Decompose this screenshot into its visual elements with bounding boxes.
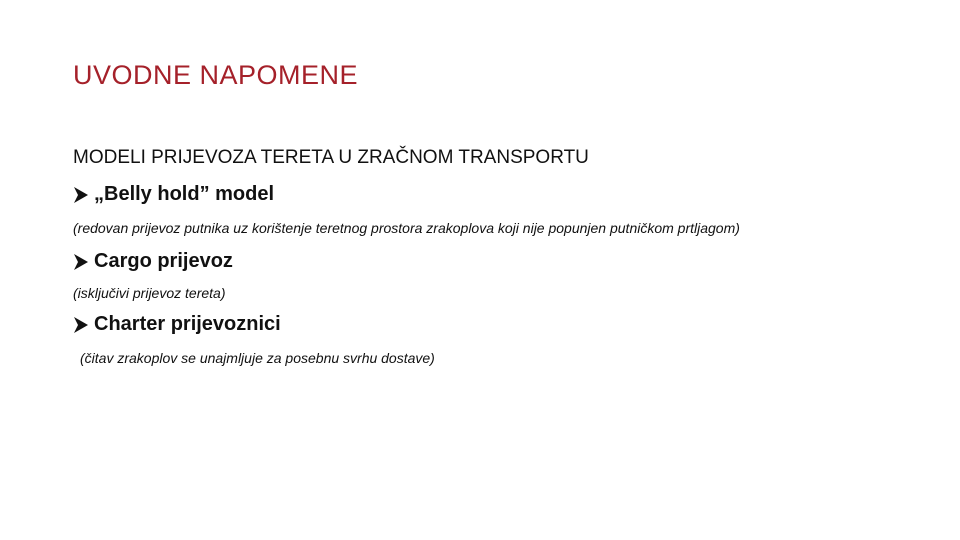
bullet-heading: „Belly hold” model: [94, 183, 275, 205]
bullet-item-belly-hold: [73, 183, 274, 206]
bullet-item-cargo: [73, 250, 233, 273]
bullet-note: (isključivi prijevoz tereta): [73, 285, 226, 301]
arrow-bullet-icon: [73, 186, 91, 204]
arrow-bullet-icon: [73, 253, 91, 271]
bullet-note: (čitav zrakoplov se unajmljuje za posebnu svrhu dostave): [80, 350, 435, 366]
slide-title: UVODNE NAPOMENE: [73, 60, 359, 90]
arrow-bullet-icon: [73, 316, 91, 334]
bullet-heading: Cargo prijevoz: [94, 250, 233, 272]
bullet-note: (redovan prijevoz putnika uz korištenje teretnog prostora zrakoplova koji nije popunjen putničkom prtljagom): [73, 220, 740, 236]
bullet-heading: Charter prijevoznici: [94, 313, 281, 335]
slide-subtitle: MODELI PRIJEVOZA TERETA U ZRAČNOM TRANSPORTU: [73, 147, 589, 168]
bullet-item-charter: [73, 313, 281, 336]
